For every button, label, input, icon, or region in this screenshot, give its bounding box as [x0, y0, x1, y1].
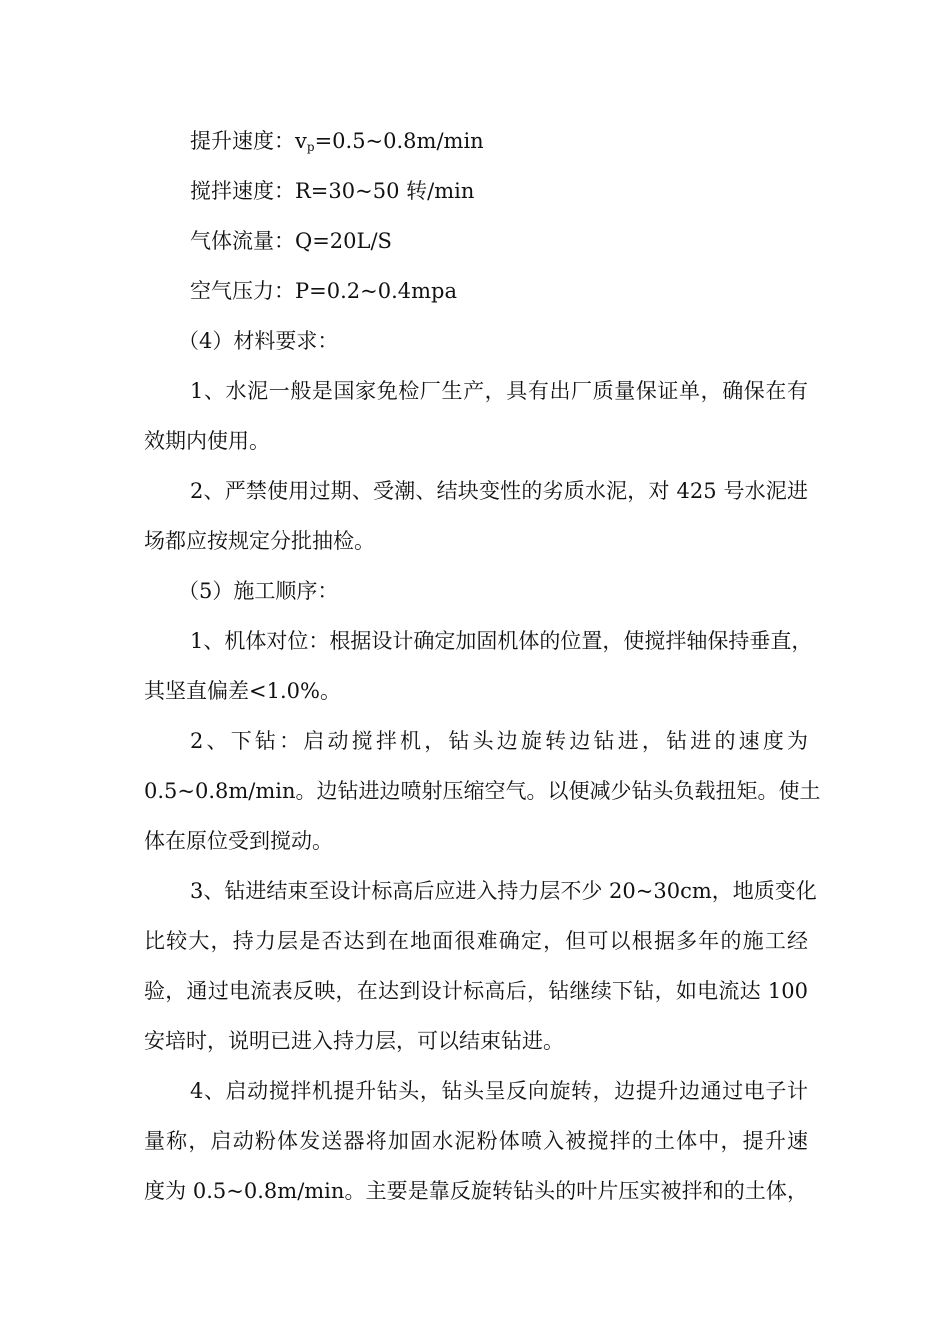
param-gas-flow: 气体流量：Q=20L/S: [190, 229, 392, 253]
paragraph-line: 2、严禁使用过期、受潮、结块变性的劣质水泥，对 425 号水泥进: [190, 479, 808, 503]
param-mix-speed: 搅拌速度：R=30~50 转/min: [190, 179, 475, 203]
paragraph-line: 体在原位受到搅动。: [144, 829, 333, 853]
paragraph-line: 其坚直偏差<1.0%。: [144, 679, 341, 703]
paragraph-line: 0.5~0.8m/min。边钻进边喷射压缩空气。以便减少钻头负载扭矩。使土: [144, 779, 821, 803]
paragraph-line: 2、下钻：启动搅拌机，钻头边旋转边钻进，钻进的速度为: [190, 729, 808, 753]
paragraph-line: 1、机体对位：根据设计确定加固机体的位置，使搅拌轴保持垂直，: [190, 629, 813, 653]
paragraph-line: 验，通过电流表反映，在达到设计标高后，钻继续下钻，如电流达 100: [144, 979, 808, 1003]
paragraph-line: 比较大，持力层是否达到在地面很难确定，但可以根据多年的施工经: [144, 929, 808, 953]
paragraph-line: 1、水泥一般是国家免检厂生产，具有出厂质量保证单，确保在有: [190, 379, 808, 403]
paragraph-line: 度为 0.5~0.8m/min。主要是靠反旋转钻头的叶片压实被拌和的土体，: [144, 1179, 808, 1203]
paragraph-line: 效期内使用。: [144, 429, 270, 453]
paragraph-line: 量称，启动粉体发送器将加固水泥粉体喷入被搅拌的土体中，提升速: [144, 1129, 808, 1153]
param-value: =0.5~0.8m/min: [314, 129, 484, 153]
paragraph-line: 4、启动搅拌机提升钻头，钻头呈反向旋转，边提升边通过电子计: [190, 1079, 808, 1103]
param-label: 提升速度：: [190, 129, 295, 153]
paragraph-line: 3、钻进结束至设计标高后应进入持力层不少 20~30cm，地质变化: [190, 879, 817, 903]
paragraph-line: 安培时，说明已进入持力层，可以结束钻进。: [144, 1029, 564, 1053]
param-var: v: [295, 129, 307, 153]
param-air-pressure: 空气压力：P=0.2~0.4mpa: [190, 279, 457, 303]
param-lift-speed: [190, 126, 808, 162]
paragraph-line: 场都应按规定分批抽检。: [144, 529, 375, 553]
section-heading-sequence: （5）施工顺序：: [178, 579, 339, 603]
param-subscript: p: [306, 140, 315, 154]
section-heading-materials: （4）材料要求：: [178, 329, 339, 353]
